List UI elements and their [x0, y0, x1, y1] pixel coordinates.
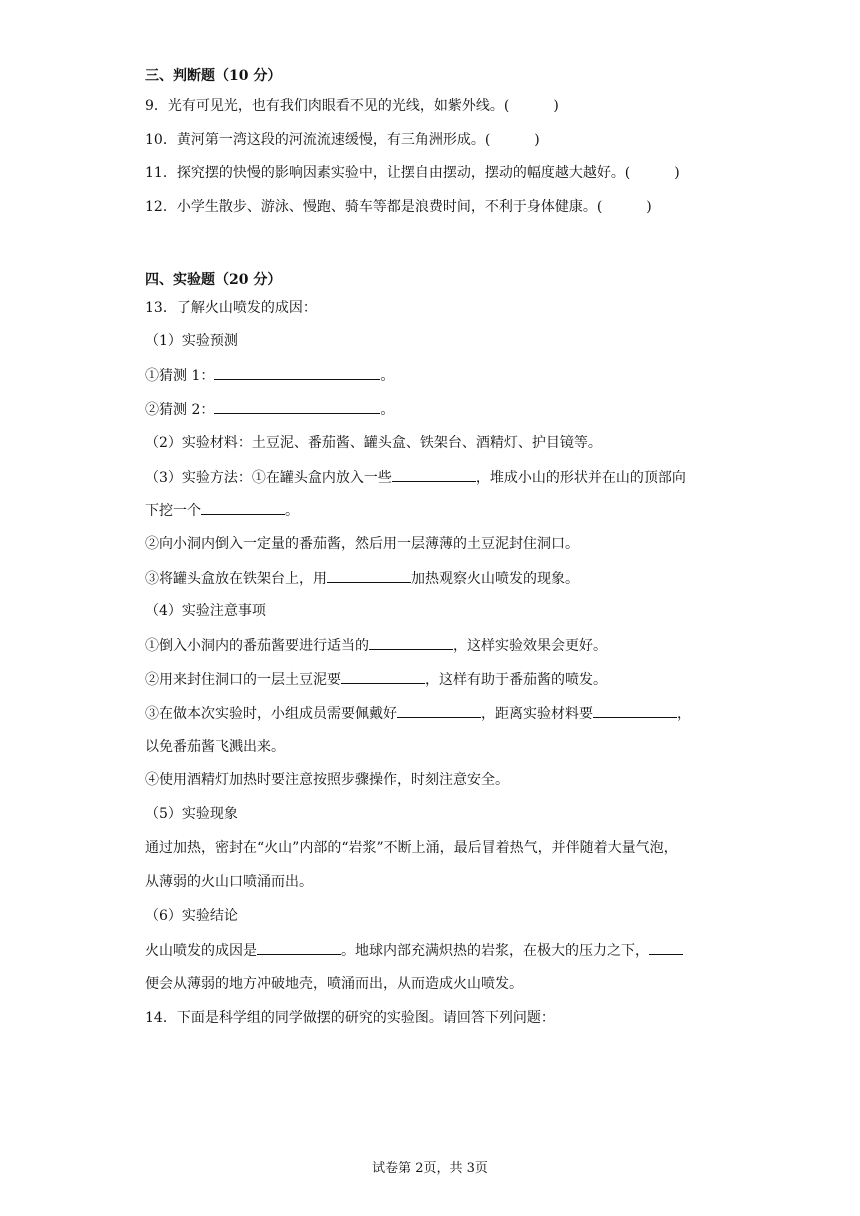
fill-blank[interactable] — [593, 703, 677, 718]
note-1 — [145, 635, 607, 656]
subpart-5-title: （5）实验现象 — [145, 806, 238, 822]
page-footer: 试卷第 2页，共 3页 — [372, 1161, 488, 1176]
conclusion-a: 火山喷发的成因是 — [145, 943, 257, 959]
note-2 — [145, 669, 607, 690]
conclusion-line2: 便会从薄弱的地方冲破地壳，喷涌而出，从而造成火山喷发。 — [145, 976, 523, 992]
guess-1-label: ①猜测 1： — [145, 368, 215, 384]
method-text-b: ，堆成小山的形状并在山的顶部向 — [475, 470, 686, 486]
fill-blank[interactable] — [327, 568, 411, 583]
question-12-text: 12．小学生散步、游泳、慢跑、骑车等都是浪费时间，不利于身体健康。( — [145, 199, 603, 215]
subpart-6-title: （6）实验结论 — [145, 908, 238, 924]
note-3-c: ， — [677, 706, 691, 722]
section4-title: 四、实验题（20 分） — [145, 272, 282, 288]
fill-blank[interactable] — [649, 940, 683, 955]
question-12 — [145, 197, 652, 217]
close-paren: ) — [534, 132, 540, 148]
question-11 — [145, 163, 680, 183]
fill-blank[interactable] — [214, 365, 380, 380]
subpart-2-materials: （2）实验材料：土豆泥、番茄酱、罐头盒、铁架台、酒精灯、护目镜等。 — [145, 435, 602, 451]
phenomenon-line2: 从薄弱的火山口喷涌而出。 — [145, 874, 313, 890]
note-3-line2: 以免番茄酱飞溅出来。 — [145, 739, 285, 755]
end-mark: 。 — [380, 402, 395, 418]
fill-blank[interactable] — [341, 669, 425, 684]
method-text-c: 下挖一个 — [145, 503, 201, 519]
fill-blank[interactable] — [369, 635, 453, 650]
phenomenon-line1: 通过加热，密封在“火山”内部的“岩浆”不断上涌，最后冒着热气，并伴随着大量气泡， — [145, 840, 678, 856]
method-text-a: （3）实验方法：①在罐头盒内放入一些 — [145, 470, 392, 486]
end-mark: 。 — [380, 368, 395, 384]
fill-blank[interactable] — [397, 703, 481, 718]
fill-blank[interactable] — [392, 467, 476, 482]
conclusion-b: 。地球内部充满炽热的岩浆，在极大的压力之下， — [341, 943, 649, 959]
note-4: ④使用酒精灯加热时要注意按照步骤操作，时刻注意安全。 — [145, 772, 509, 788]
method-step-3-b: 加热观察火山喷发的现象。 — [411, 571, 579, 587]
note-3-a: ③在做本次实验时，小组成员需要佩戴好 — [145, 706, 397, 722]
section3-title: 三、判断题（10 分） — [145, 68, 282, 84]
question-9-text: 9．光有可见光，也有我们肉眼看不见的光线，如紫外线。( — [145, 98, 510, 114]
method-step-2: ②向小洞内倒入一定量的番茄酱，然后用一层薄薄的土豆泥封住洞口。 — [145, 536, 579, 552]
end-mark: 。 — [285, 503, 299, 519]
guess-2 — [145, 399, 394, 420]
subpart-3-method-line2 — [145, 500, 299, 521]
question-10 — [145, 130, 540, 150]
note-1-a: ①倒入小洞内的番茄酱要进行适当的 — [145, 638, 369, 654]
subpart-1-title: （1）实验预测 — [145, 333, 238, 349]
note-3-b: ，距离实验材料要 — [481, 706, 593, 722]
question-11-text: 11．探究摆的快慢的影响因素实验中，让摆自由摆动，摆动的幅度越大越好。( — [145, 165, 631, 181]
subpart-4-title: （4）实验注意事项 — [145, 603, 266, 619]
close-paren: ) — [553, 98, 559, 114]
fill-blank[interactable] — [201, 500, 285, 515]
question-13-stem: 13．了解火山喷发的成因： — [145, 300, 317, 316]
note-1-b: ，这样实验效果会更好。 — [453, 638, 607, 654]
note-3-line1 — [145, 703, 691, 724]
question-10-text: 10．黄河第一湾这段的河流流速缓慢，有三角洲形成。( — [145, 132, 491, 148]
guess-1 — [145, 365, 394, 386]
fill-blank[interactable] — [214, 399, 380, 414]
question-9 — [145, 96, 559, 116]
note-2-a: ②用来封住洞口的一层土豆泥要 — [145, 672, 341, 688]
conclusion-line1 — [145, 940, 683, 961]
guess-2-label: ②猜测 2： — [145, 402, 215, 418]
question-14-stem: 14．下面是科学组的同学做摆的研究的实验图。请回答下列问题： — [145, 1010, 555, 1026]
note-2-b: ，这样有助于番茄酱的喷发。 — [425, 672, 607, 688]
close-paren: ) — [646, 199, 652, 215]
close-paren: ) — [674, 165, 680, 181]
subpart-3-method-line1 — [145, 467, 686, 488]
fill-blank[interactable] — [257, 940, 341, 955]
method-step-3-a: ③将罐头盒放在铁架台上，用 — [145, 571, 327, 587]
method-step-3 — [145, 568, 579, 589]
